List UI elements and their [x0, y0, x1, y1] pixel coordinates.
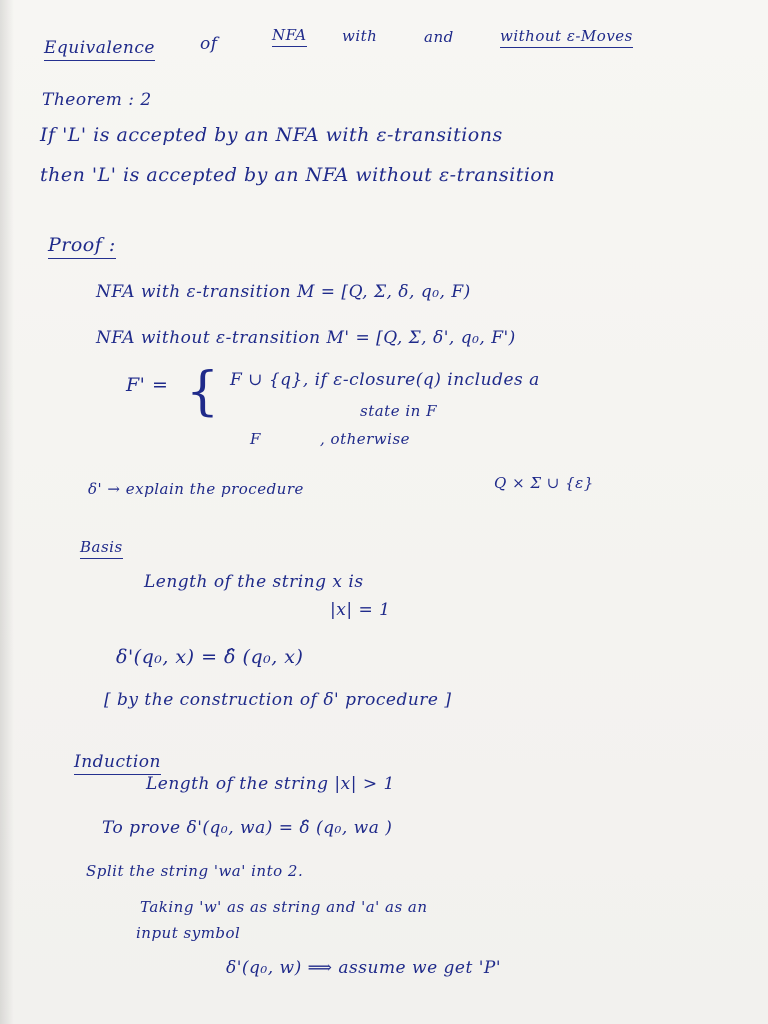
title-nfa: NFA: [272, 26, 307, 47]
proof-label: Proof :: [48, 234, 116, 259]
induction-line-1: Length of the string |x| > 1: [146, 774, 395, 794]
f-case-1b: state in F: [360, 402, 437, 420]
f-case-1a: F ∪ {q}, if ε-closure(q) includes a: [230, 370, 540, 390]
title-with: with: [342, 27, 378, 45]
f-case-2a: F: [250, 430, 261, 448]
page-edge-shadow: [0, 0, 14, 1024]
title-of: of: [200, 34, 218, 54]
f-case-2b: , otherwise: [320, 430, 411, 448]
induction-label: Induction: [74, 752, 161, 775]
f-prime-lhs: F' =: [126, 374, 169, 396]
proof-nfa-with: NFA with ε-transition M = [Q, Σ, δ, q₀, F): [96, 282, 471, 302]
delta-domain: Q × Σ ∪ {ε}: [494, 474, 594, 492]
title-without-moves: without ε-Moves: [500, 27, 633, 48]
theorem-line-2: then 'L' is accepted by an NFA without ε-transition: [40, 164, 556, 186]
basis-line-2: |x| = 1: [330, 600, 391, 620]
basis-line-4: [ by the construction of δ' procedure ]: [104, 690, 452, 710]
f-prime-brace: {: [186, 362, 220, 422]
induction-line-6: δ'(q₀, w) ⟹ assume we get 'P': [226, 958, 502, 978]
theorem-line-1: If 'L' is accepted by an NFA with ε-transitions: [40, 124, 503, 146]
basis-line-1: Length of the string x is: [144, 572, 364, 592]
induction-line-2: To prove δ'(q₀, wa) = δ̂ (q₀, wa ): [102, 818, 393, 838]
basis-line-3: δ'(q₀, x) = δ̂ (q₀, x): [116, 646, 304, 668]
theorem-label: Theorem : 2: [42, 90, 152, 110]
title-equivalence: Equivalence: [44, 38, 155, 61]
induction-line-4: Taking 'w' as as string and 'a' as an: [140, 898, 428, 916]
induction-line-5: input symbol: [136, 924, 241, 942]
basis-label: Basis: [80, 538, 123, 559]
delta-explain: δ' → explain the procedure: [88, 480, 304, 498]
induction-line-3: Split the string 'wa' into 2.: [86, 862, 304, 880]
title-and: and: [424, 28, 454, 46]
proof-nfa-without: NFA without ε-transition M' = [Q, Σ, δ', q₀, F'): [96, 328, 516, 348]
